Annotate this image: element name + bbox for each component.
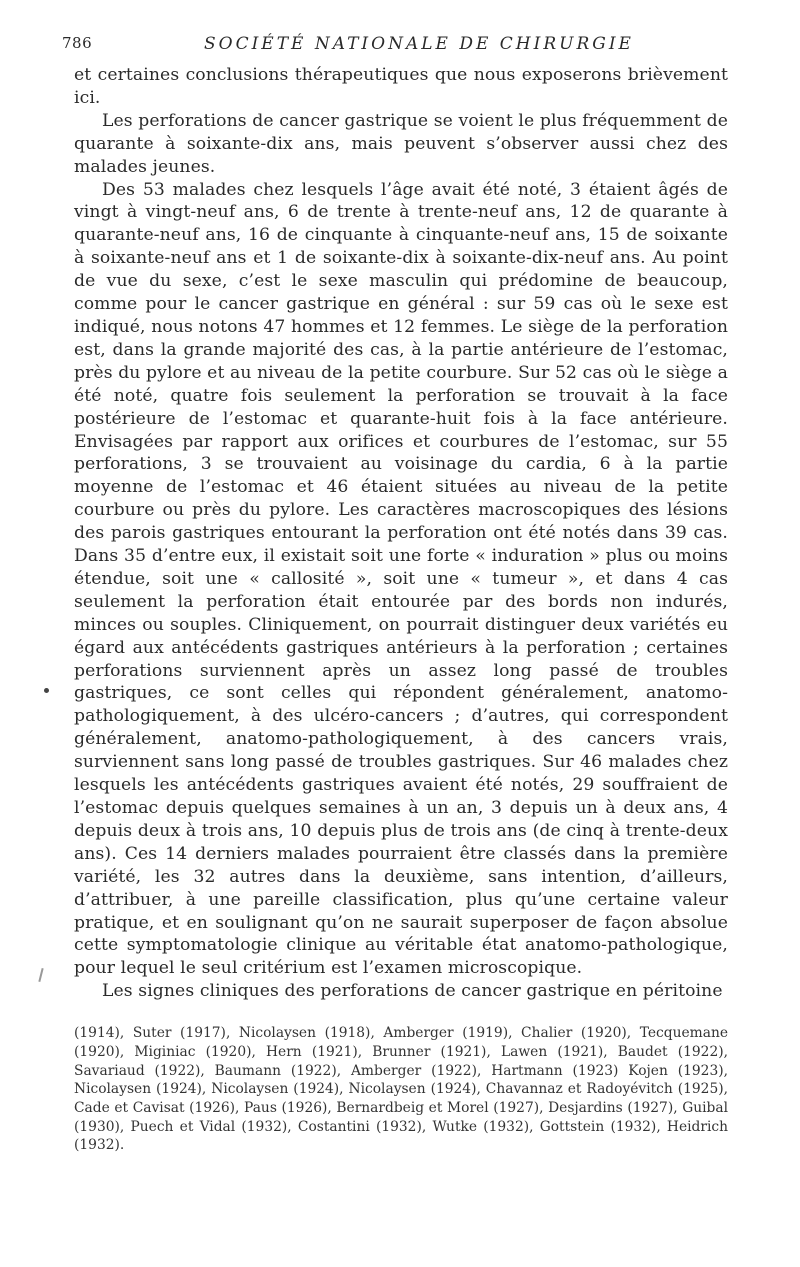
paragraph-statistics: Des 53 malades chez lesquels l’âge avait été noté, 3 étaient âgés de vingt à vingt-neuf ans, 6 de trente à trente-neuf ans, 12 de quarante à quarante-neuf ans, 16 de cinquante à cinquante-neuf ans, 15 de soixante à soixante-neuf ans et 1 de soixante-dix à soixante-dix-neuf ans. Au point de vue du sexe, c’est le sexe masculin qui prédomine de beaucoup, comme pour le cancer gastrique en général : sur 59 cas où le sexe est indiqué, nous notons 47 hommes et 12 femmes. Le siège de la perforation est, dans la grande majorité des cas, à la partie antérieure de l’estomac, près du pylore et au niveau de la petite courbure. Sur 52 cas où le siège a été noté, quatre fois seulement la perforation se trouvait à la face postérieure de l’estomac et quarante-huit fois à la face antérieure. Envisagées par rapport aux orifices et courbures de l’estomac, sur 55 perforations, 3 se trouvaient au voisinage du cardia, 6 à la partie moyenne de l’estomac et 46 étaient situées au niveau de la petite courbure ou près du pylore. Les caractères macroscopiques des lésions des parois gastriques entourant la perforation ont été notés dans 39 cas. Dans 35 d’entre eux, il existait soit une forte « induration » plus ou moins étendue, soit une « callosité », soit une « tumeur », et dans 4 cas seulement la perforation était entourée par des bords non indurés, minces ou souples. Cliniquement, on pourrait distinguer deux variétés eu égard aux antécédents gastriques antérieurs à la perforation ; certaines perforations surviennent après un assez long passé de troubles gastriques, ce sont celles qui répondent généralement, anatomo-pathologiquement, à des ulcéro-cancers ; d’autres, qui correspondent généralement, anatomo-pathologiquement, à des cancers vrais, surviennent sans long passé de troubles gastriques. Sur 46 malades chez lesquels les antécédents gastriques avaient été notés, 29 souffraient de l’estomac depuis quelques semaines à un an, 3 depuis un à deux ans, 4 depuis deux à trois ans, 10 depuis plus de trois ans (de cinq à trente-deux ans). Ces 14 derniers malades pourraient être classés dans la première variété, les 32 autres dans la deuxième, sans intention, d’ailleurs, d’attribuer, à une pareille classification, plus qu’une certaine valeur pratique, et en soulignant qu’on ne saurait superposer de façon absolue cette symptomatologie clinique au véritable état anatomo-pathologique, pour lequel le seul critérium est l’examen microscopique.: [74, 179, 728, 979]
margin-dot-mark: [44, 688, 49, 693]
page-number: 786: [62, 34, 93, 52]
footnote-references: (1914), Suter (1917), Nicolaysen (1918), Amberger (1919), Chalier (1920), Tecquemane (1920), Miginiac (1920), Hern (1921), Brunner (1921), Lawen (1921), Baudet (1922), Savariaud (1922), Baumann (1922), Amberger (1922), Hartmann (1923) Kojen (1923), Nicolaysen (1924), Nicolaysen (1924), Nicolaysen (1924), Chavannaz et Radoyévitch (1925), Cade et Cavisat (1926), Paus (1926), Bernardbeig et Morel (1927), Desjardins (1927), Guibal (1930), Puech et Vidal (1932), Costantini (1932), Wutke (1932), Gottstein (1932), Heidrich (1932).: [74, 1025, 728, 1154]
running-title: SOCIÉTÉ NATIONALE DE CHIRURGIE: [204, 34, 634, 54]
paragraph-continuation: et certaines conclusions thérapeutiques que nous exposerons brièvement ici.: [74, 65, 728, 108]
page-header: [62, 30, 728, 64]
body-text: [74, 64, 728, 1003]
paragraph-clinical-signs: Les signes cliniques des perforations de cancer gastrique en péritoine: [102, 981, 723, 1002]
footnote-block: [74, 1024, 728, 1155]
paragraph-age-range: Les perforations de cancer gastrique se voient le plus fréquemment de quarante à soixante-dix ans, mais peuvent s’observer aussi chez des malades jeunes.: [74, 110, 728, 177]
document-page: [62, 30, 728, 1155]
margin-pencil-mark: [38, 968, 43, 982]
